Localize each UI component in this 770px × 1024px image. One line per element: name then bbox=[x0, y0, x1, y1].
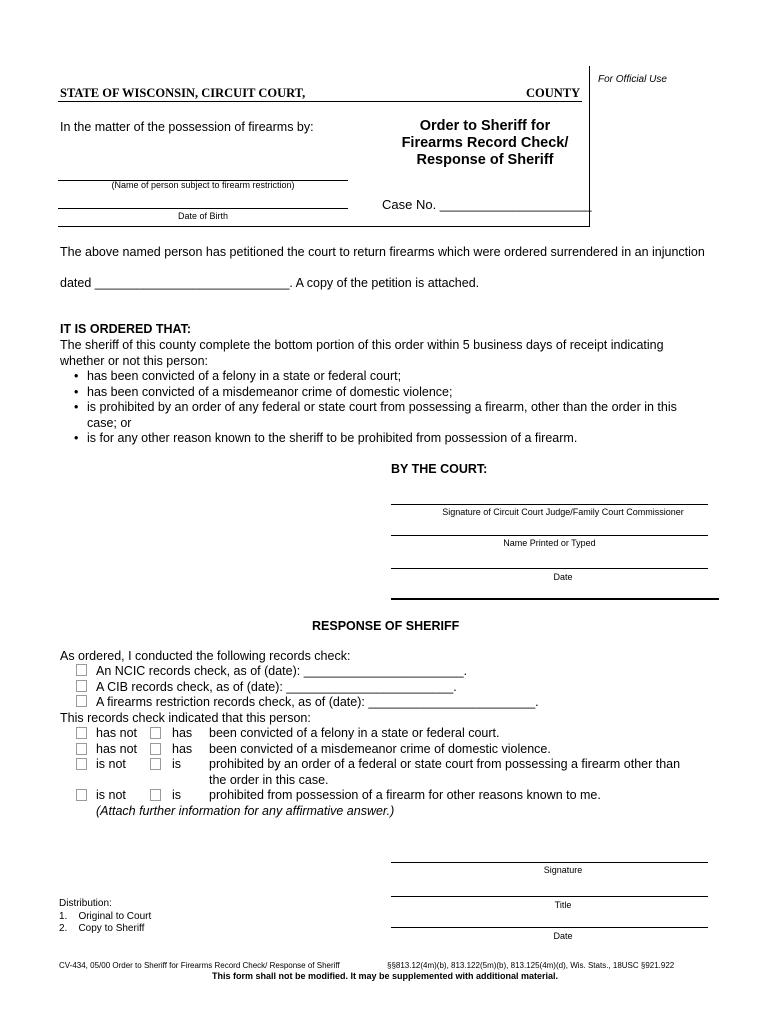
footer-form-id: CV-434, 05/00 Order to Sheriff for Firearms Record Check/ Response of Sheriff bbox=[59, 961, 340, 970]
finding-pos-label: has bbox=[172, 726, 193, 740]
finding-text: prohibited from possession of a firearm for other reasons known to me. bbox=[209, 788, 601, 802]
judge-signature-caption: Signature of Circuit Court Judge/Family Court Commissioner bbox=[442, 507, 684, 517]
felony-has-checkbox[interactable] bbox=[150, 727, 161, 739]
finding-pos-label: has bbox=[172, 742, 193, 756]
other-reason-is-checkbox[interactable] bbox=[150, 789, 161, 801]
form-title-line-3: Response of Sheriff bbox=[416, 152, 554, 168]
attach-note: (Attach further information for any affirmative answer.) bbox=[96, 804, 395, 818]
finding-neg-label: is not bbox=[96, 757, 126, 771]
ordered-bullet: • is prohibited by an order of any federal or state court from possessing a firearm, other than the order in this case; or bbox=[87, 400, 707, 431]
header-bottom-rule bbox=[58, 226, 590, 227]
court-heading: STATE OF WISCONSIN, CIRCUIT COURT, bbox=[60, 86, 306, 100]
footer-notice: This form shall not be modified. It may be supplemented with additional material. bbox=[211, 971, 559, 981]
form-title-line-1: Order to Sheriff for bbox=[419, 118, 551, 134]
matter-label: In the matter of the possession of firearms by: bbox=[60, 120, 314, 134]
official-use-label: For Official Use bbox=[598, 74, 667, 85]
court-date-caption: Date bbox=[553, 572, 573, 582]
form-title bbox=[385, 118, 585, 169]
name-caption: (Name of person subject to firearm restriction) bbox=[111, 180, 295, 190]
judge-name-caption: Name Printed or Typed bbox=[503, 538, 596, 548]
finding-neg-label: is not bbox=[96, 788, 126, 802]
court-date-line[interactable] bbox=[391, 568, 708, 569]
ordered-heading: IT IS ORDERED THAT: bbox=[60, 322, 192, 336]
sheriff-signature-line[interactable] bbox=[391, 862, 708, 863]
ordered-text: The sheriff of this county complete the bottom portion of this order within 5 business days of receipt indicating whether or not this person: bbox=[60, 338, 664, 368]
dob-caption: Date of Birth bbox=[177, 211, 229, 221]
ncic-check-label: An NCIC records check, as of (date): _______________________. bbox=[96, 664, 468, 678]
finding-neg-label: has not bbox=[96, 726, 138, 740]
ordered-bullet: • is for any other reason known to the sheriff to be prohibited from possession of a firearm. bbox=[87, 431, 707, 447]
form-title-line-2: Firearms Record Check/ bbox=[401, 135, 569, 151]
distribution-item: 1. Original to Court bbox=[59, 910, 152, 922]
ordered-bullet: • has been convicted of a misdemeanor crime of domestic violence; bbox=[87, 385, 707, 401]
distribution-block bbox=[59, 898, 151, 936]
finding-pos-label: is bbox=[172, 788, 182, 802]
sheriff-title-caption: Title bbox=[554, 900, 572, 910]
case-number-field[interactable]: Case No. _____________________ bbox=[382, 197, 592, 212]
court-order-is-not-checkbox[interactable] bbox=[76, 758, 87, 770]
domestic-has-not-checkbox[interactable] bbox=[76, 743, 87, 755]
ordered-bullet-list bbox=[87, 369, 707, 447]
distribution-item: 2. Copy to Sheriff bbox=[59, 923, 145, 934]
sheriff-date-caption: Date bbox=[553, 931, 573, 941]
ncic-check-checkbox[interactable] bbox=[76, 664, 87, 676]
court-order-is-checkbox[interactable] bbox=[150, 758, 161, 770]
section-divider bbox=[391, 598, 719, 600]
judge-name-line[interactable] bbox=[391, 535, 708, 536]
felony-has-not-checkbox[interactable] bbox=[76, 727, 87, 739]
sheriff-signature-caption: Signature bbox=[543, 865, 583, 875]
sheriff-date-line[interactable] bbox=[391, 927, 708, 928]
distribution-label: Distribution: bbox=[59, 898, 112, 909]
domestic-has-checkbox[interactable] bbox=[150, 743, 161, 755]
finding-text-continued: the order in this case. bbox=[209, 773, 329, 787]
restriction-check-checkbox[interactable] bbox=[76, 695, 87, 707]
county-heading: COUNTY bbox=[526, 86, 581, 100]
header-underline bbox=[58, 101, 582, 102]
ordered-bullet: • has been convicted of a felony in a state or federal court; bbox=[87, 369, 707, 385]
finding-text: been convicted of a misdemeanor crime of domestic violence. bbox=[209, 742, 551, 756]
other-reason-is-not-checkbox[interactable] bbox=[76, 789, 87, 801]
finding-text: prohibited by an order of a federal or state court from possessing a firearm other than bbox=[209, 757, 681, 771]
petition-text-line-2: dated ____________________________. A copy of the petition is attached. bbox=[60, 276, 480, 290]
finding-text: been convicted of a felony in a state or federal court. bbox=[209, 726, 500, 740]
finding-neg-label: has not bbox=[96, 742, 138, 756]
judge-signature-line[interactable] bbox=[391, 504, 708, 505]
footer-statutes: §§813.12(4m)(b), 813.122(5m)(b), 813.125(4m)(d), Wis. Stats., 18USC §921.922 bbox=[387, 961, 675, 970]
records-intro: As ordered, I conducted the following records check: bbox=[60, 649, 351, 663]
finding-pos-label: is bbox=[172, 757, 182, 771]
indicated-label: This records check indicated that this person: bbox=[60, 711, 311, 725]
petition-text-line-1: The above named person has petitioned the court to return firearms which were ordered surrendered in an injunction bbox=[60, 245, 705, 259]
dob-line[interactable] bbox=[58, 208, 348, 209]
sheriff-title-line[interactable] bbox=[391, 896, 708, 897]
by-the-court-label: BY THE COURT: bbox=[391, 462, 488, 476]
restriction-check-label: A firearms restriction records check, as of (date): ________________________. bbox=[96, 695, 539, 709]
response-heading: RESPONSE OF SHERIFF bbox=[312, 619, 460, 633]
cib-check-label: A CIB records check, as of (date): ________________________. bbox=[96, 680, 457, 694]
cib-check-checkbox[interactable] bbox=[76, 680, 87, 692]
